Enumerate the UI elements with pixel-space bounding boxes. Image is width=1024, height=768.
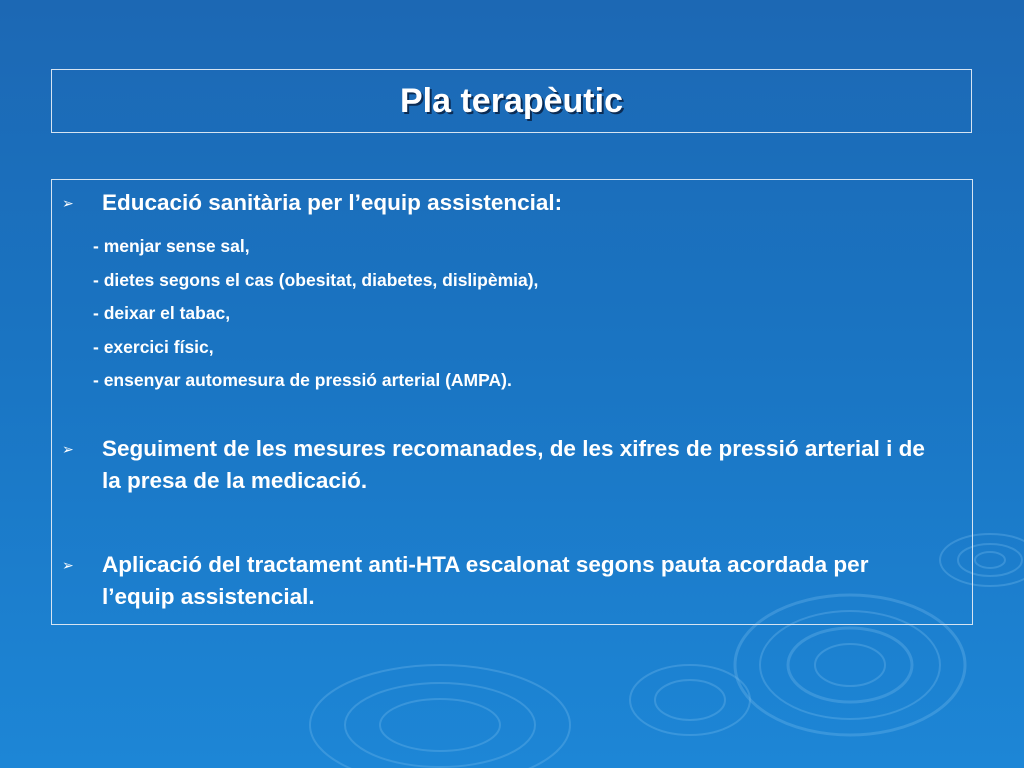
sub-item: - ensenyar automesura de pressió arterial (AMPA). — [93, 370, 512, 390]
bullet-text: Seguiment de les mesures recomanades, de les xifres de pressió arterial i de la presa de la medicació. — [102, 436, 925, 493]
sub-item: - deixar el tabac, — [93, 303, 231, 323]
sub-item: - menjar sense sal, — [93, 236, 250, 256]
title-box — [51, 69, 972, 133]
arrowhead-bullet-icon: ➢ — [62, 441, 74, 457]
slide-title: Pla terapèutic — [400, 81, 623, 120]
content-box — [51, 179, 973, 625]
education-sublist — [93, 230, 538, 398]
bullet-item — [62, 433, 942, 497]
bullet-text: Aplicació del tractament anti-HTA escalonat segons pauta acordada per l’equip assistencial. — [102, 552, 869, 609]
bullet-text: Educació sanitària per l’equip assistencial: — [102, 190, 563, 215]
sub-item: - dietes segons el cas (obesitat, diabetes, dislipèmia), — [93, 269, 539, 290]
arrowhead-bullet-icon: ➢ — [62, 557, 74, 573]
bullet-item — [62, 187, 942, 219]
bullet-item — [62, 549, 942, 613]
sub-item: - exercici físic, — [93, 336, 214, 357]
arrowhead-bullet-icon: ➢ — [62, 195, 74, 211]
